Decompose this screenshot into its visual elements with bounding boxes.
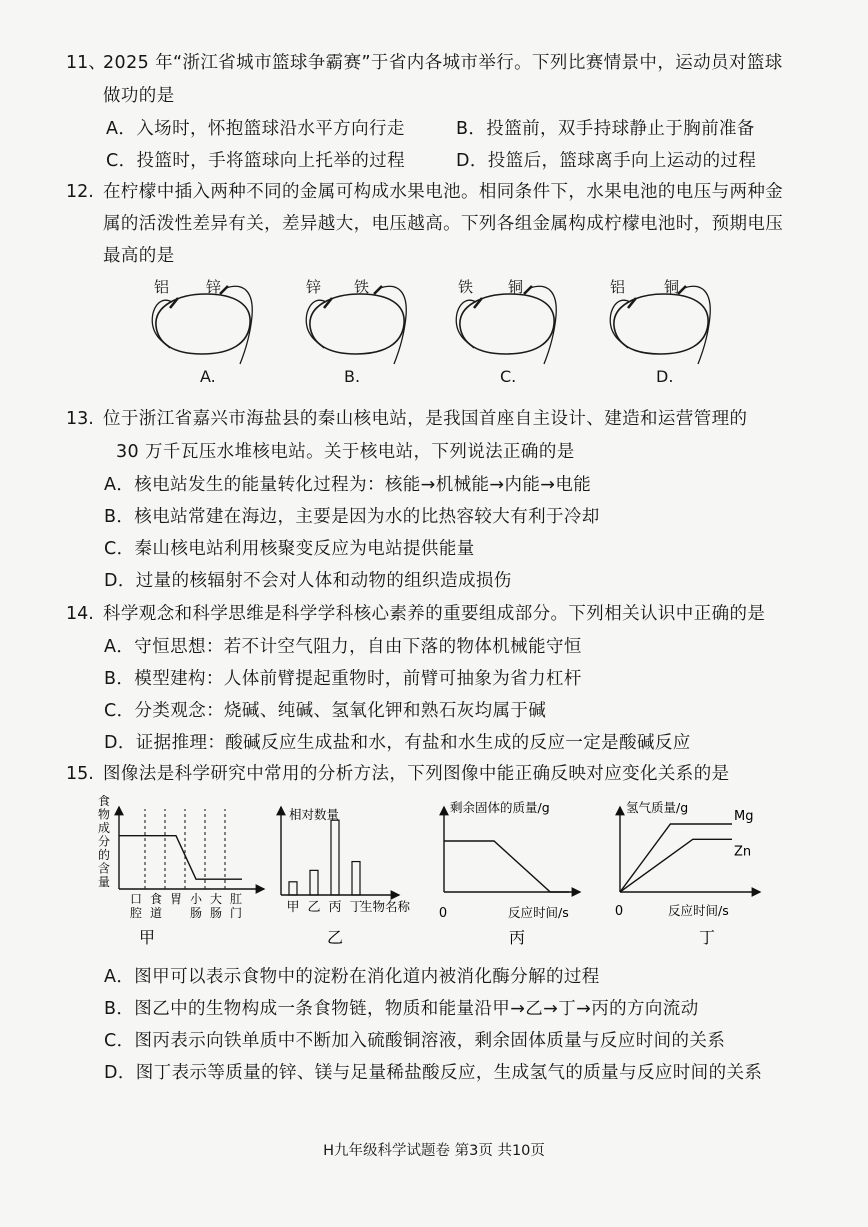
y-axis-label: 相对数量	[289, 807, 340, 822]
x-tick-label: 肠	[189, 906, 203, 920]
option-c: C．投篮时，手将篮球向上托举的过程	[106, 151, 406, 171]
lemon-battery-d	[606, 268, 716, 386]
chart-bing	[439, 800, 580, 947]
x-tick-label: 甲	[286, 900, 300, 915]
question-number: 15.	[66, 764, 94, 784]
page-footer: H九年级科学试题卷 第3页 共10页	[323, 1143, 545, 1159]
lemon-battery-c	[452, 268, 562, 386]
option-c: C．分类观念：烧碱、纯碱、氢氧化钾和熟石灰均属于碱	[104, 701, 547, 721]
question-stem: 在柠檬中插入两种不同的金属可构成水果电池。相同条件下，水果电池的电压与两种金	[103, 182, 784, 202]
series-line	[620, 824, 732, 892]
series-line	[119, 836, 242, 879]
metal-label-left: 铝	[154, 278, 170, 296]
question-stem: 最高的是	[103, 246, 175, 266]
question-stem: 科学观念和科学思维是科学学科核心素养的重要组成部分。下列相关认识中正确的是	[103, 604, 766, 624]
chart-caption: 丙	[508, 928, 526, 947]
x-tick-label: 大	[209, 892, 223, 906]
bar	[310, 870, 318, 895]
y-axis-label: 剩余固体的质量/g	[450, 800, 550, 815]
x-tick-label: 门	[229, 906, 243, 920]
metal-label-right: 铁	[354, 278, 370, 296]
metal-label-left: 锌	[306, 278, 322, 296]
y-axis-label-char: 量	[97, 875, 111, 889]
option-d: D．过量的核辐射不会对人体和动物的组织造成损伤	[104, 571, 512, 591]
chart-jia	[98, 795, 264, 947]
question-number: 12.	[66, 182, 94, 202]
x-axis-label: 反应时间/s	[508, 905, 569, 920]
chart-caption: 乙	[326, 928, 344, 947]
option-letter: B.	[344, 367, 361, 386]
option-b: B．核电站常建在海边，主要是因为水的比热容较大有利于冷却	[104, 507, 600, 527]
x-tick-label: 胃	[169, 892, 183, 906]
x-tick-label: 丙	[328, 900, 342, 915]
series-line	[620, 839, 732, 892]
graph-figures	[0, 795, 868, 960]
lemon-battery-a	[148, 268, 258, 386]
series-line	[444, 841, 569, 892]
y-axis-label-char: 含	[97, 861, 111, 876]
option-letter: C.	[500, 367, 517, 386]
y-axis-label: 氢气质量/g	[626, 800, 689, 815]
x-axis-label: 生物名称	[360, 899, 411, 914]
y-axis-label-char: 物	[97, 807, 111, 822]
x-tick-label: 口	[129, 892, 143, 906]
bar	[331, 820, 339, 895]
option-a: A．守恒思想：若不计空气阻力，自由下落的物体机械能守恒	[104, 637, 582, 657]
chart-caption: 丁	[698, 928, 716, 947]
y-axis-label-char: 成	[97, 821, 111, 835]
origin-label: 0	[614, 904, 624, 919]
option-letter: A.	[200, 367, 216, 386]
option-c: C．图丙表示向铁单质中不断加入硫酸铜溶液，剩余固体质量与反应时间的关系	[104, 1031, 726, 1051]
metal-label-right: 铜	[508, 278, 524, 296]
y-axis-label-char: 分	[97, 834, 111, 849]
question-stem: 图像法是科学研究中常用的分析方法，下列图像中能正确反映对应变化关系的是	[103, 764, 730, 784]
question-stem: 位于浙江省嘉兴市海盐县的秦山核电站，是我国首座自主设计、建造和运营管理的	[103, 409, 748, 429]
option-a: A．图甲可以表示食物中的淀粉在消化道内被消化酶分解的过程	[104, 967, 600, 987]
metal-label-left: 铁	[458, 278, 474, 296]
option-b: B．投篮前，双手持球静止于胸前准备	[456, 119, 755, 139]
option-c: C．秦山核电站利用核聚变反应为电站提供能量	[104, 539, 475, 559]
y-axis-label-char: 食	[97, 795, 111, 808]
option-a: A．核电站发生的能量转化过程为：核能→机械能→内能→电能	[104, 475, 592, 495]
chart-yi	[281, 807, 411, 947]
bar	[352, 862, 360, 895]
origin-label: 0	[438, 906, 448, 921]
y-axis-label-char: 的	[97, 848, 111, 862]
x-tick-label: 食	[149, 892, 163, 906]
x-tick-label: 丁	[349, 900, 363, 915]
metal-label-right: 铜	[664, 278, 680, 296]
option-d: D．投篮后，篮球离手向上运动的过程	[456, 151, 757, 171]
question-number: 14.	[66, 604, 94, 624]
metal-label-left: 铝	[610, 278, 626, 296]
series-label: Zn	[734, 844, 752, 860]
x-tick-label: 乙	[307, 900, 321, 915]
chart-caption: 甲	[138, 928, 156, 947]
metal-label-right: 锌	[206, 278, 222, 296]
x-tick-label: 肠	[209, 906, 223, 920]
lemon-battery-b	[302, 268, 412, 386]
question-stem: 2025 年“浙江省城市篮球争霸赛”于省内各城市举行。下列比赛情景中，运动员对篮球	[103, 53, 783, 73]
option-d: D．证据推理：酸碱反应生成盐和水，有盐和水生成的反应一定是酸碱反应	[104, 733, 691, 753]
x-tick-label: 肛	[229, 892, 243, 906]
option-d: D．图丁表示等质量的锌、镁与足量稀盐酸反应，生成氢气的质量与反应时间的关系	[104, 1063, 763, 1083]
x-tick-label: 小	[189, 892, 203, 906]
option-letter: D.	[656, 367, 674, 386]
question-number: 11、	[66, 53, 106, 73]
x-tick-label: 腔	[129, 906, 143, 920]
x-axis-label: 反应时间/s	[668, 903, 729, 918]
series-label: Mg	[734, 809, 754, 824]
question-stem: 30 万千瓦压水堆核电站。关于核电站，下列说法正确的是	[116, 442, 575, 462]
question-stem: 做功的是	[103, 86, 175, 106]
option-b: B．模型建构：人体前臂提起重物时，前臂可抽象为省力杠杆	[104, 669, 582, 689]
question-stem: 属的活泼性差异有关，差异越大，电压越高。下列各组金属构成柠檬电池时，预期电压	[103, 214, 784, 234]
x-tick-label: 道	[149, 906, 163, 920]
chart-ding	[615, 800, 760, 947]
option-b: B．图乙中的生物构成一条食物链，物质和能量沿甲→乙→丁→丙的方向流动	[104, 999, 699, 1019]
bar	[289, 882, 297, 895]
question-number: 13.	[66, 409, 94, 429]
option-a: A．入场时，怀抱篮球沿水平方向行走	[106, 119, 405, 139]
